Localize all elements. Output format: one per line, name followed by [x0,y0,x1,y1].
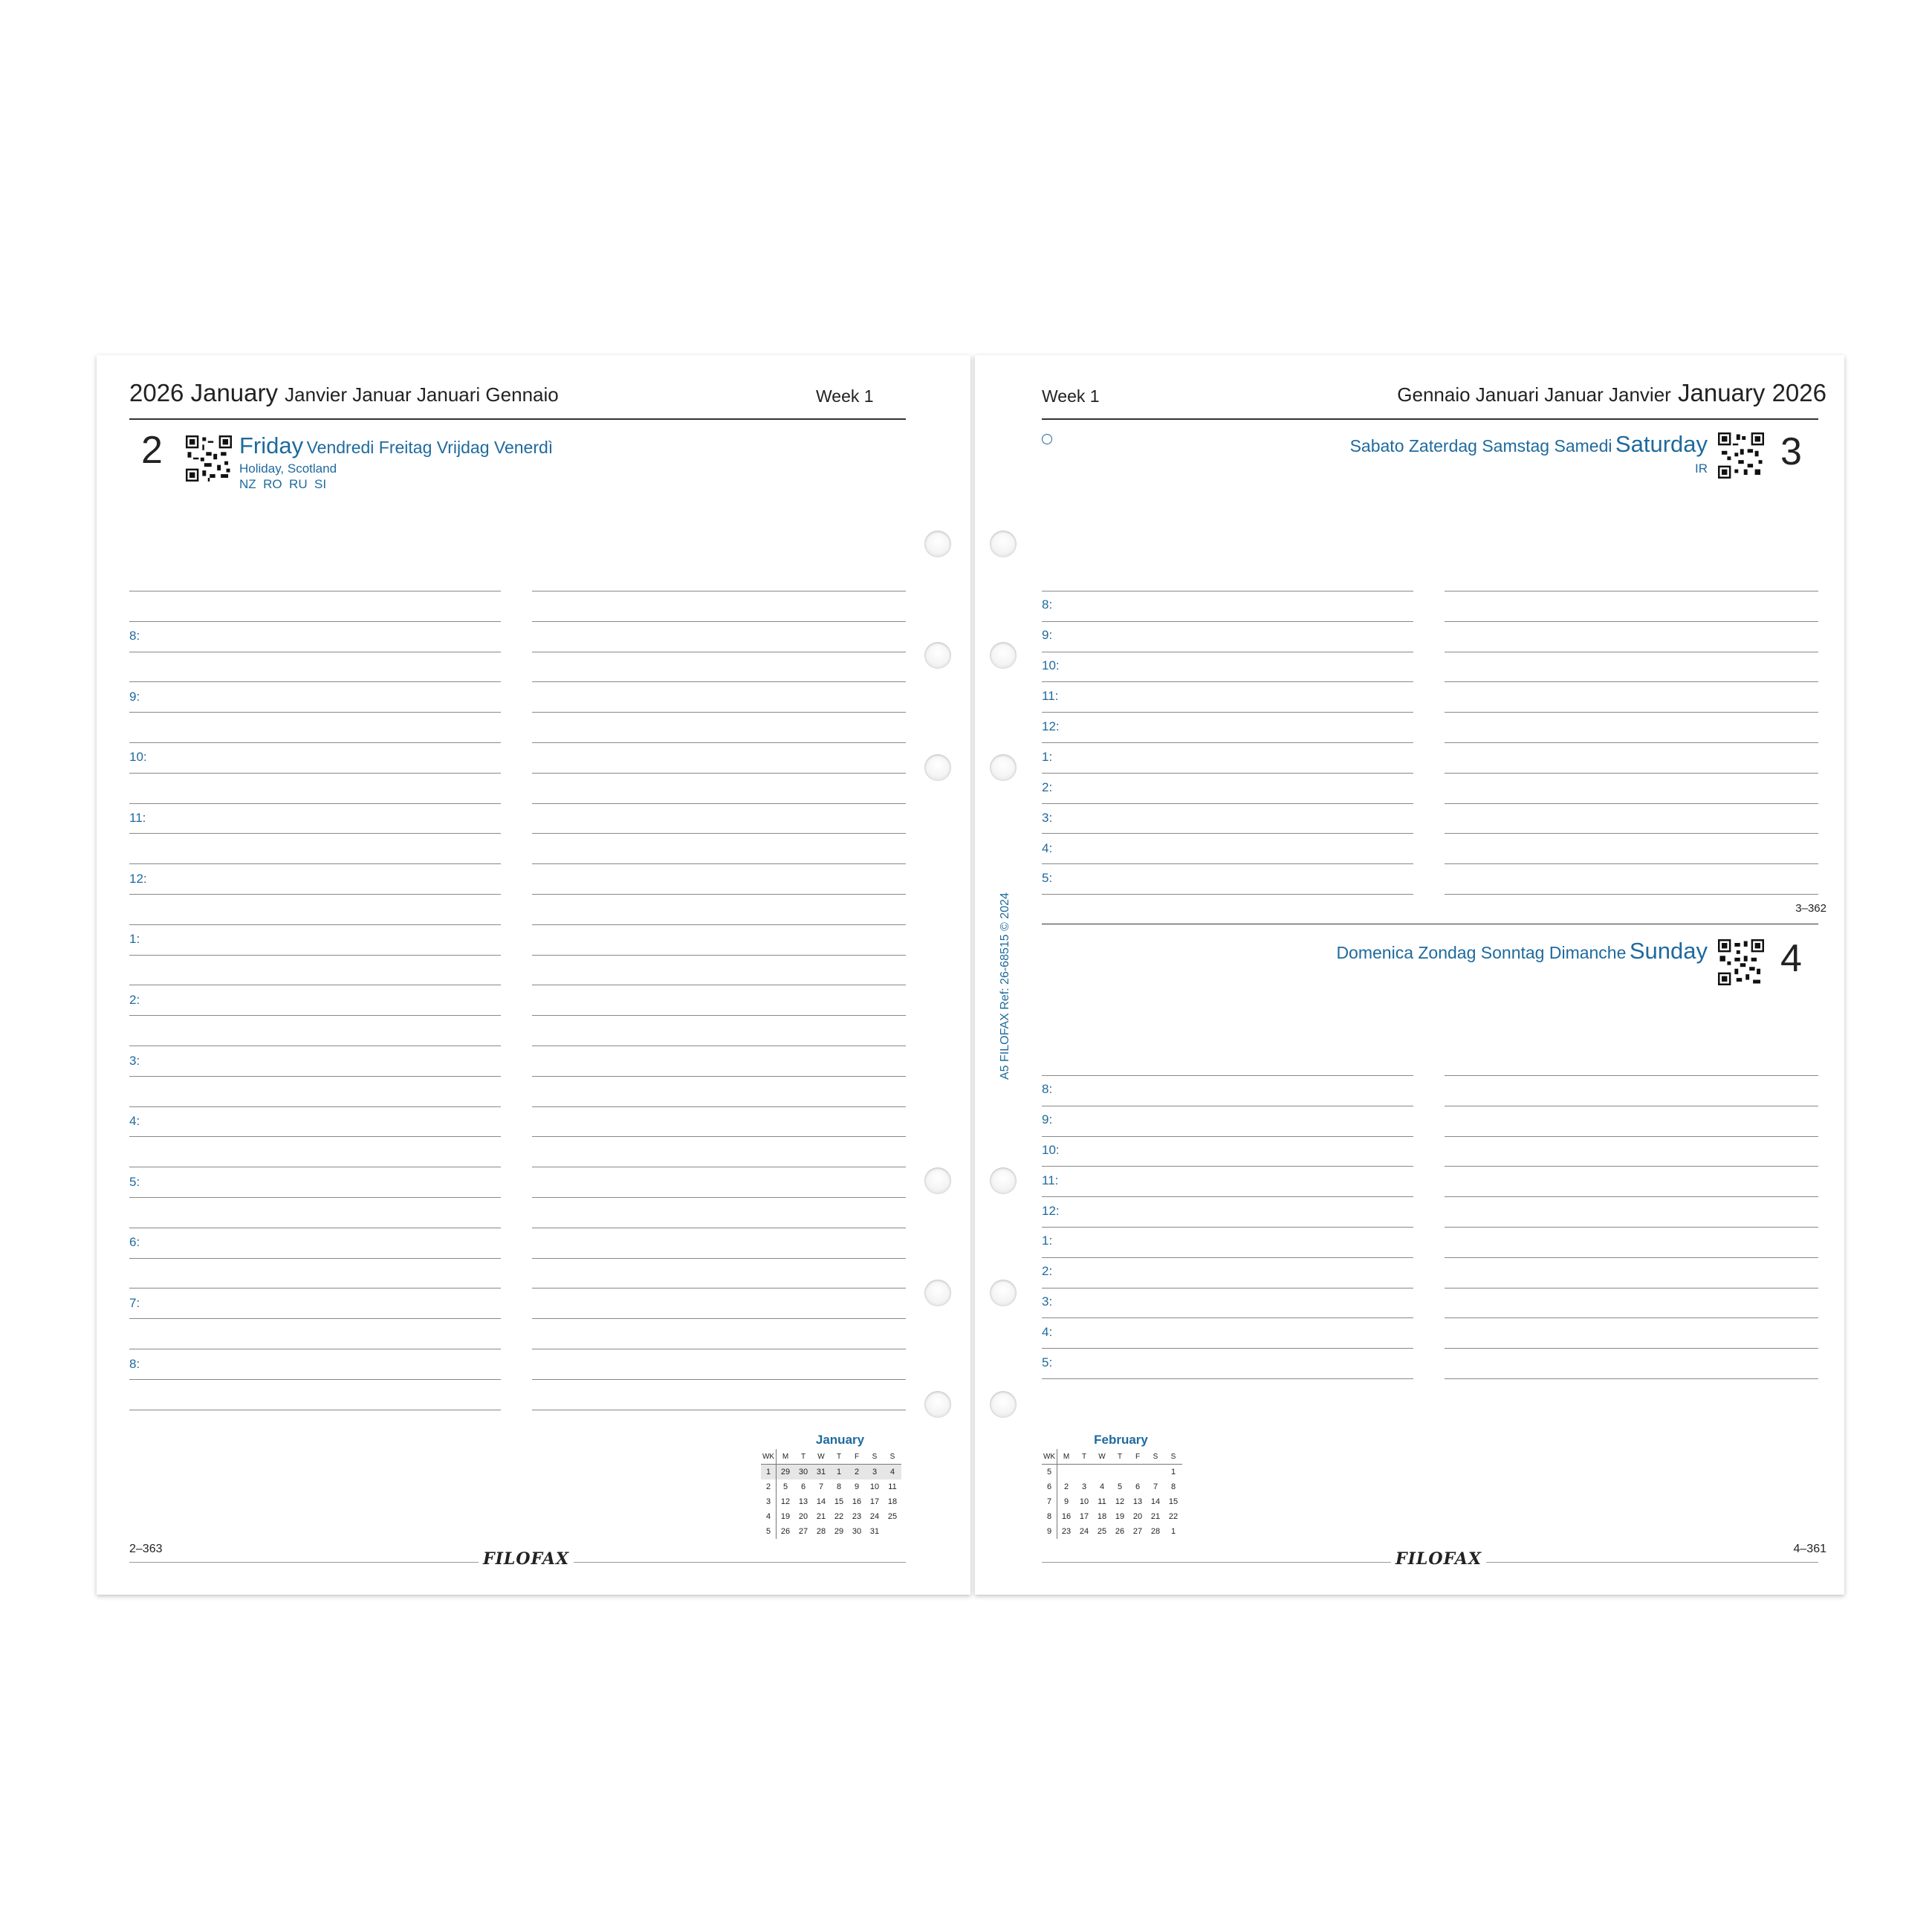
ruled-line [1445,1348,1818,1349]
calendar-header-cell: W [812,1449,830,1465]
ruled-line [129,1197,501,1198]
day-name-translations: Domenica Zondag Sonntag Dimanche [1336,943,1627,962]
filofax-logo: FILOFAX [479,1549,574,1569]
ruled-line [532,1379,906,1380]
calendar-header-cell: WK [761,1449,777,1465]
calendar-day-cell: 20 [1132,1512,1143,1521]
ruled-line [1445,621,1818,622]
calendar-day-cell: 29 [777,1465,795,1480]
day-number: 3 [1780,430,1802,473]
ruled-line [1445,712,1818,713]
ruled-line [1042,1075,1413,1076]
ruled-line [532,1197,906,1198]
ruled-line [1445,1317,1818,1318]
calendar-header-cell: W [1093,1449,1111,1465]
calendar-day-cell: 5 [1117,1482,1123,1491]
calendar-day-cell: 9 [854,1482,860,1491]
calendar-header-cell: F [848,1449,866,1465]
hour-label: 2: [129,993,140,1007]
ruled-line [1042,1378,1413,1379]
calendar-week-number: 5 [1042,1465,1057,1480]
ruled-line [532,955,906,956]
ruled-line [532,803,906,804]
calendar-day-cell: 10 [869,1482,880,1491]
ruled-line [532,1258,906,1259]
hour-label: 10: [1042,658,1060,672]
ruled-line [532,742,906,743]
calendar-header-cell: T [1075,1449,1093,1465]
hour-label: 9: [1042,628,1053,642]
ruled-line [129,621,501,622]
ruled-line [1042,1348,1413,1349]
mini-calendar-title: February [1094,1433,1148,1447]
calendar-week-number: 8 [1042,1509,1057,1524]
calendar-week-number: 6 [1042,1479,1057,1494]
header-month-translations: Gennaio Januari Januar Janvier [1397,383,1671,406]
day-name: Saturday [1615,431,1708,457]
ruled-line [532,894,906,895]
calendar-header-cell: S [1164,1449,1182,1465]
hour-label: 4: [1042,1325,1053,1339]
ruled-line [129,924,501,925]
week-label: Week 1 [1042,386,1100,406]
calendar-day-cell: 8 [1170,1482,1176,1491]
hour-label: 4: [129,1114,140,1128]
hour-label: 6: [129,1235,140,1249]
hour-label: 11: [1042,1173,1059,1187]
ruled-line [129,681,501,682]
calendar-day-cell: 16 [852,1497,862,1506]
day-name-translations: Sabato Zaterdag Samstag Samedi [1349,436,1612,456]
calendar-day-cell: 5 [782,1482,788,1491]
calendar-day-cell: 29 [834,1527,844,1536]
calendar-day-cell: 24 [869,1512,880,1521]
calendar-day-cell: 25 [1097,1527,1107,1536]
calendar-day-cell: 30 [852,1527,862,1536]
calendar-header-cell: M [1057,1449,1076,1465]
calendar-day-cell: 1 [1170,1468,1176,1476]
calendar-day-cell: 25 [887,1512,898,1521]
calendar-header-cell: S [884,1449,901,1465]
hour-label: 3: [1042,1294,1053,1309]
header-month: January [190,379,278,406]
calendar-day-cell: 23 [1061,1527,1072,1536]
ruled-line [532,924,906,925]
header-divider [129,418,906,420]
binder-hole [924,531,951,557]
ruled-line [532,1106,906,1107]
ruled-line [1042,1257,1413,1258]
ruled-line [532,1318,906,1319]
ruled-line [1042,1317,1413,1318]
calendar-day-cell: 17 [869,1497,880,1506]
calendar-day-cell: 6 [800,1482,806,1491]
ruled-line [532,863,906,864]
calendar-day-cell: 4 [1099,1482,1105,1491]
calendar-day-cell: 22 [1168,1512,1179,1521]
ruled-line [1445,1136,1818,1137]
ruled-line [1445,1378,1818,1379]
calendar-day-cell: 19 [780,1512,791,1521]
calendar-day-cell: 17 [1079,1512,1089,1521]
calendar-day-cell: 3 [866,1465,884,1480]
hour-label: 12: [1042,719,1060,733]
calendar-header-cell: T [1111,1449,1129,1465]
ruled-line [1042,863,1413,864]
calendar-header-cell: WK [1042,1449,1057,1465]
hour-label: 1: [129,932,140,946]
ruled-line [1042,894,1413,895]
hour-label: 1: [1042,750,1053,764]
hour-label: 3: [1042,811,1053,825]
calendar-day-cell [1093,1465,1111,1480]
binder-hole [924,1391,951,1418]
hour-label: 11: [1042,689,1059,703]
calendar-day-cell: 26 [1115,1527,1125,1536]
ruled-line [532,621,906,622]
day-name: Friday [239,432,304,458]
spine-reference-text: A5 FILOFAX Ref: 26-68515 © 2024 [999,892,1011,1080]
right-header-title [1397,379,1826,407]
hour-label: 8: [129,629,140,643]
calendar-day-cell: 7 [1153,1482,1158,1491]
qr-code-icon [1718,939,1764,985]
mini-calendar-january [761,1433,901,1539]
calendar-day-cell: 2 [1063,1482,1069,1491]
calendar-day-cell: 10 [1079,1497,1089,1506]
ruled-line [1445,833,1818,834]
calendar-day-cell: 7 [818,1482,824,1491]
binder-hole [990,1391,1017,1418]
ruled-line [1445,681,1818,682]
calendar-day-cell: 12 [1115,1497,1125,1506]
ruled-line [129,894,501,895]
ruled-line [1445,742,1818,743]
ruled-line [532,773,906,774]
left-page [97,355,970,1595]
binder-hole [990,1167,1017,1194]
ruled-line [129,773,501,774]
calendar-day-cell: 18 [887,1497,898,1506]
saturday-names [1350,431,1708,458]
calendar-week-number: 1 [761,1465,777,1480]
ruled-line [1042,742,1413,743]
ruled-line [532,833,906,834]
calendar-day-cell: 22 [834,1512,844,1521]
ruled-line [129,1106,501,1107]
hour-label: 12: [1042,1204,1060,1218]
calendar-day-cell: 4 [884,1465,901,1480]
ruled-line [1042,621,1413,622]
calendar-day-cell: 27 [1132,1527,1143,1536]
mini-calendar-grid [1042,1449,1182,1539]
calendar-day-cell: 12 [780,1497,791,1506]
calendar-week-number: 7 [1042,1494,1057,1509]
calendar-header-cell: F [1129,1449,1147,1465]
hour-label: 10: [1042,1143,1060,1157]
ruled-line [1445,1166,1818,1167]
ruled-line [129,1015,501,1016]
hour-label: 4: [1042,841,1053,855]
day-name-translations: Vendredi Freitag Vrijdag Venerdì [306,438,554,457]
binder-hole [990,1280,1017,1306]
calendar-day-cell: 21 [816,1512,826,1521]
calendar-day-cell: 30 [794,1465,812,1480]
ruled-line [1445,1227,1818,1228]
calendar-day-cell: 23 [852,1512,862,1521]
binder-hole [924,642,951,669]
header-month-translations: Janvier Januar Januari Gennaio [285,383,559,406]
hour-label: 2: [1042,1264,1053,1278]
week-label: Week 1 [816,386,874,406]
binder-hole [990,754,1017,781]
ruled-line [129,803,501,804]
calendar-day-cell: 1 [830,1465,848,1480]
ruled-line [1042,1136,1413,1137]
calendar-day-cell [1111,1465,1129,1480]
ruled-line [1042,803,1413,804]
holiday-countries: NZ RO RU SI [239,477,327,491]
binder-hole [990,531,1017,557]
day-name: Sunday [1629,938,1708,964]
calendar-day-cell [884,1524,901,1539]
ruled-line [1445,803,1818,804]
ruled-line [1445,1075,1818,1076]
calendar-day-cell: 28 [816,1527,826,1536]
calendar-header-cell: T [830,1449,848,1465]
ruled-line [532,1136,906,1137]
calendar-day-cell [1075,1465,1093,1480]
calendar-week-number: 2 [761,1479,777,1494]
calendar-week-number: 9 [1042,1524,1057,1539]
hour-label: 5: [1042,1355,1053,1369]
header-year: 2026 [129,379,184,406]
calendar-day-cell: 13 [798,1497,808,1506]
hour-label: 8: [1042,1082,1053,1096]
calendar-day-cell [1057,1465,1076,1480]
hour-label: 8: [129,1357,140,1371]
calendar-day-cell: 28 [1150,1527,1161,1536]
ruled-line [1445,1257,1818,1258]
calendar-day-cell [1147,1465,1164,1480]
holiday-note: Holiday, Scotland [239,461,337,476]
day-number: 2 [141,429,163,472]
ruled-line [1042,1227,1413,1228]
hour-label: 5: [129,1175,140,1189]
ruled-line [129,863,501,864]
calendar-day-cell: 6 [1135,1482,1141,1491]
ruled-line [129,1318,501,1319]
ruled-line [1042,773,1413,774]
binder-hole [924,1167,951,1194]
calendar-day-cell: 31 [869,1527,880,1536]
qr-code-icon [186,435,232,482]
calendar-day-cell: 9 [1063,1497,1069,1506]
hour-label: 2: [1042,780,1053,794]
ruled-line [532,712,906,713]
day-number: 4 [1780,937,1802,980]
ruled-line [129,1258,501,1259]
hour-label: 5: [1042,871,1053,885]
header-year: 2026 [1771,379,1826,406]
day-names [239,432,553,459]
hour-label: 7: [129,1296,140,1310]
mini-calendar-grid [761,1449,901,1539]
ruled-line [532,1015,906,1016]
new-moon-icon [1042,434,1052,444]
filofax-logo: FILOFAX [1391,1549,1486,1569]
hour-label: 3: [129,1054,140,1068]
ruled-line [1445,1196,1818,1197]
mini-calendar-february [1042,1433,1182,1539]
hour-label: 9: [1042,1112,1053,1127]
calendar-day-cell: 3 [1081,1482,1087,1491]
calendar-day-cell: 15 [1168,1497,1179,1506]
calendar-header-cell: M [777,1449,795,1465]
calendar-day-cell: 14 [816,1497,826,1506]
page-number: 4–361 [1793,1543,1826,1555]
calendar-day-cell: 27 [798,1527,808,1536]
ruled-line [1042,833,1413,834]
ruled-line [1445,863,1818,864]
sunday-names [1336,938,1708,965]
calendar-day-cell: 26 [780,1527,791,1536]
calendar-header-cell: T [794,1449,812,1465]
calendar-day-cell: 11 [1098,1497,1106,1506]
header-month: January [1678,379,1766,406]
ruled-line [1042,1166,1413,1167]
header-divider [1042,418,1818,420]
hour-label: 10: [129,750,147,764]
ruled-line [129,1076,501,1077]
calendar-day-cell: 2 [848,1465,866,1480]
page-number: 2–363 [129,1543,163,1555]
binder-hole [924,754,951,781]
ruled-line [129,1379,501,1380]
calendar-day-cell: 11 [888,1482,897,1491]
binder-hole [924,1280,951,1306]
saturday-page-number: 3–362 [1795,902,1826,915]
mini-calendar-title: January [815,1433,865,1447]
hour-label: 1: [1042,1234,1053,1248]
calendar-day-cell: 21 [1150,1512,1161,1521]
calendar-day-cell: 18 [1097,1512,1107,1521]
ruled-line [129,712,501,713]
left-header-title [129,379,559,407]
binder-hole [990,642,1017,669]
ruled-line [129,833,501,834]
calendar-week-number: 4 [761,1509,777,1524]
calendar-day-cell: 19 [1115,1512,1125,1521]
ruled-line [129,1136,501,1137]
calendar-day-cell: 1 [1170,1527,1176,1536]
calendar-week-number: 5 [761,1524,777,1539]
calendar-day-cell: 13 [1132,1497,1143,1506]
ruled-line [129,955,501,956]
calendar-day-cell: 24 [1079,1527,1089,1536]
calendar-day-cell: 15 [834,1497,844,1506]
ruled-line [1042,712,1413,713]
calendar-day-cell [1129,1465,1147,1480]
ruled-line [129,742,501,743]
calendar-day-cell: 8 [836,1482,842,1491]
calendar-week-number: 3 [761,1494,777,1509]
calendar-day-cell: 31 [812,1465,830,1480]
saturday-countries: IR [1695,461,1708,476]
ruled-line [532,1076,906,1077]
qr-code-icon [1718,432,1764,479]
calendar-header-cell: S [866,1449,884,1465]
ruled-line [1042,681,1413,682]
calendar-day-cell: 14 [1150,1497,1161,1506]
hour-label: 8: [1042,597,1053,612]
ruled-line [1445,773,1818,774]
calendar-day-cell: 20 [798,1512,808,1521]
calendar-day-cell: 16 [1061,1512,1072,1521]
right-page [975,355,1844,1595]
hour-label: 11: [129,811,146,825]
ruled-line [1445,894,1818,895]
hour-label: 9: [129,690,140,704]
ruled-line [1042,1196,1413,1197]
ruled-line [532,681,906,682]
hour-label: 12: [129,872,147,886]
calendar-header-cell: S [1147,1449,1164,1465]
